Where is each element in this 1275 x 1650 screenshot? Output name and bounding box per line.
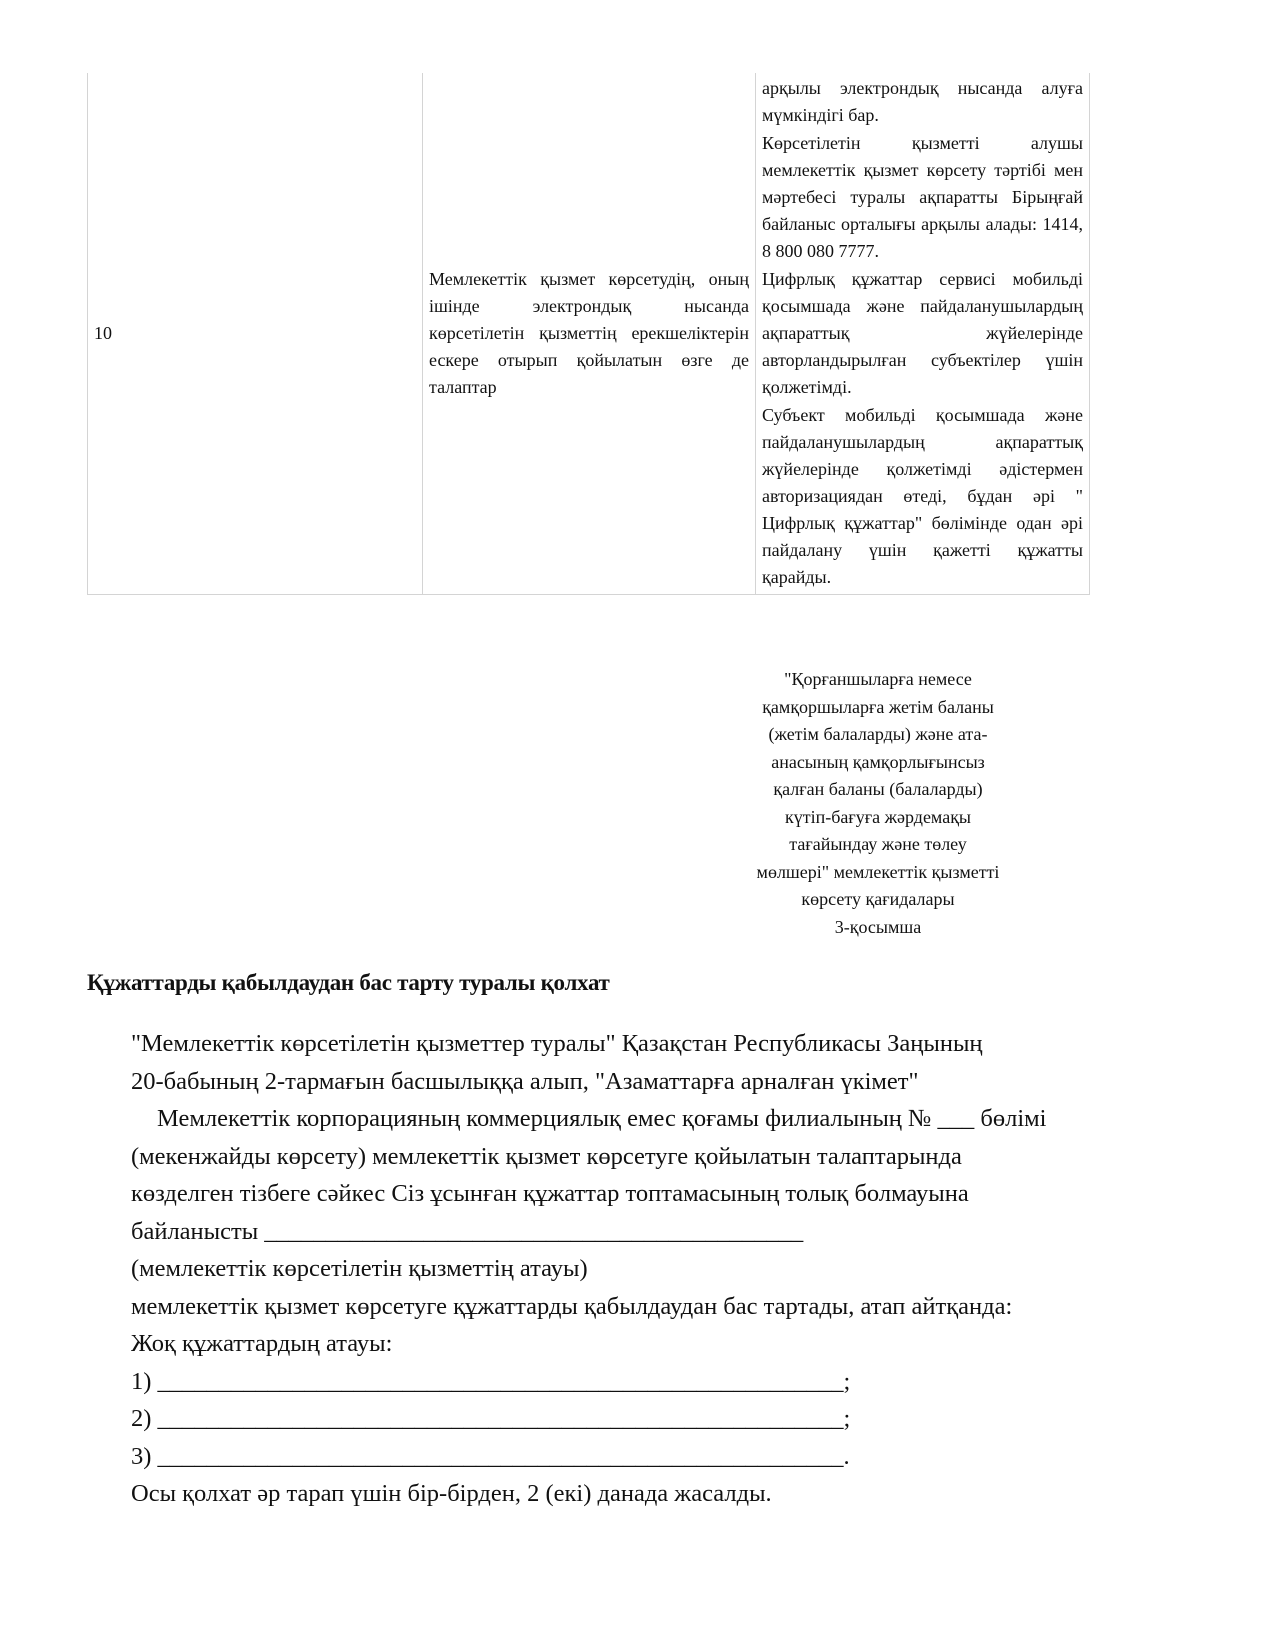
document-title: Құжаттарды қабылдаудан бас тарту туралы қолхат: [87, 970, 610, 995]
appendix-number: 3-қосымша: [834, 916, 922, 937]
body-paragraph: Мемлекеттік корпорацияның коммерциялық емес қоғамы филиалының № ___ бөлімі: [157, 1105, 1047, 1132]
body-line: 20-бабының 2-тармағын басшылыққа алып, "Азаматтарға арналған үкімет": [131, 1067, 919, 1095]
missing-doc-blank-2: 2) ________________________________________________________;: [131, 1405, 851, 1432]
appendix-line: мөлшері" мемлекеттік қызметті: [756, 861, 1000, 882]
row-number-cell: 10: [88, 73, 423, 595]
appendix-line: "Қорғаншыларға немесе: [784, 669, 972, 689]
appendix-line: анасының қамқорлығынсыз: [771, 751, 985, 772]
body-line: мемлекеттік қызмет көрсетуге құжаттарды қабылдаудан бас тартады, атап айтқанда:: [131, 1292, 1013, 1320]
requirement-cell: Мемлекеттік қызмет көрсетудің, оның ішінде электрондық нысанда көрсетілетін қызметтің ерекшеліктерін ескере отырып қойылатын өзге де талаптар: [423, 73, 756, 595]
details-paragraph: арқылы электрондық нысанда алуға мүмкіндігі бар.: [762, 78, 1083, 125]
service-name-blank: байланысты ____________________________________________: [131, 1217, 804, 1245]
body-line: көзделген тізбеге сәйкес Сіз ұсынған құжаттар топтамасының толық болмауына: [131, 1180, 969, 1207]
appendix-line: күтіп-бағуға жәрдемақы: [784, 806, 972, 827]
appendix-caption: [728, 666, 1028, 941]
body-line: (мемлекеттік көрсетілетін қызметтің атауы): [131, 1255, 588, 1282]
details-paragraph: Субъект мобильді қосымшада және пайдаланушылардың ақпараттық жүйелерінде қолжетімді әдістермен авторизациядан өтеді, бұдан әрі " Цифрлық құжаттар" бөлімінде одан әрі пайдалану үшін қажетті құжатты қарайды.: [762, 405, 1083, 587]
details-cell: [756, 73, 1090, 595]
body-line: (мекенжайды көрсету) мемлекеттік қызмет көрсетуге қойылатын талаптарында: [131, 1142, 962, 1170]
receipt-body: [87, 1025, 1197, 1513]
appendix-line: қалған баланы (балаларды): [773, 779, 983, 799]
missing-docs-heading: Жоқ құжаттардың атауы:: [131, 1330, 393, 1357]
details-paragraph: Цифрлық құжаттар сервисі мобильді қосымшада және пайдаланушылардың ақпараттық жүйелерінде авторландырылған субъектілер үшін қолжетімді.: [762, 269, 1083, 397]
table-row: [88, 73, 1090, 595]
appendix-line: тағайындау және төлеу: [789, 834, 967, 854]
missing-doc-blank-1: 1) ________________________________________________________;: [131, 1367, 851, 1395]
details-paragraph: Көрсетілетін қызметті алушы мемлекеттік қызмет көрсету тәртібі мен мәртебесі туралы ақпаратты Бірыңғай байланыс орталығы арқылы алады: 1414, 8 800 080 7777.: [762, 133, 1083, 261]
appendix-line: (жетім балаларды) және ата-: [768, 724, 988, 744]
body-line: "Мемлекеттік көрсетілетін қызметтер туралы" Қазақстан Республикасы Заңының: [131, 1030, 983, 1057]
closing-line: Осы қолхат әр тарап үшін бір-бірден, 2 (екі) данада жасалды.: [131, 1480, 772, 1507]
missing-doc-blank-3: 3) ________________________________________________________.: [131, 1442, 850, 1470]
service-requirements-table: [87, 73, 1090, 595]
appendix-line: көрсету қағидалары: [801, 889, 955, 909]
appendix-line: қамқоршыларға жетім баланы: [762, 696, 994, 717]
